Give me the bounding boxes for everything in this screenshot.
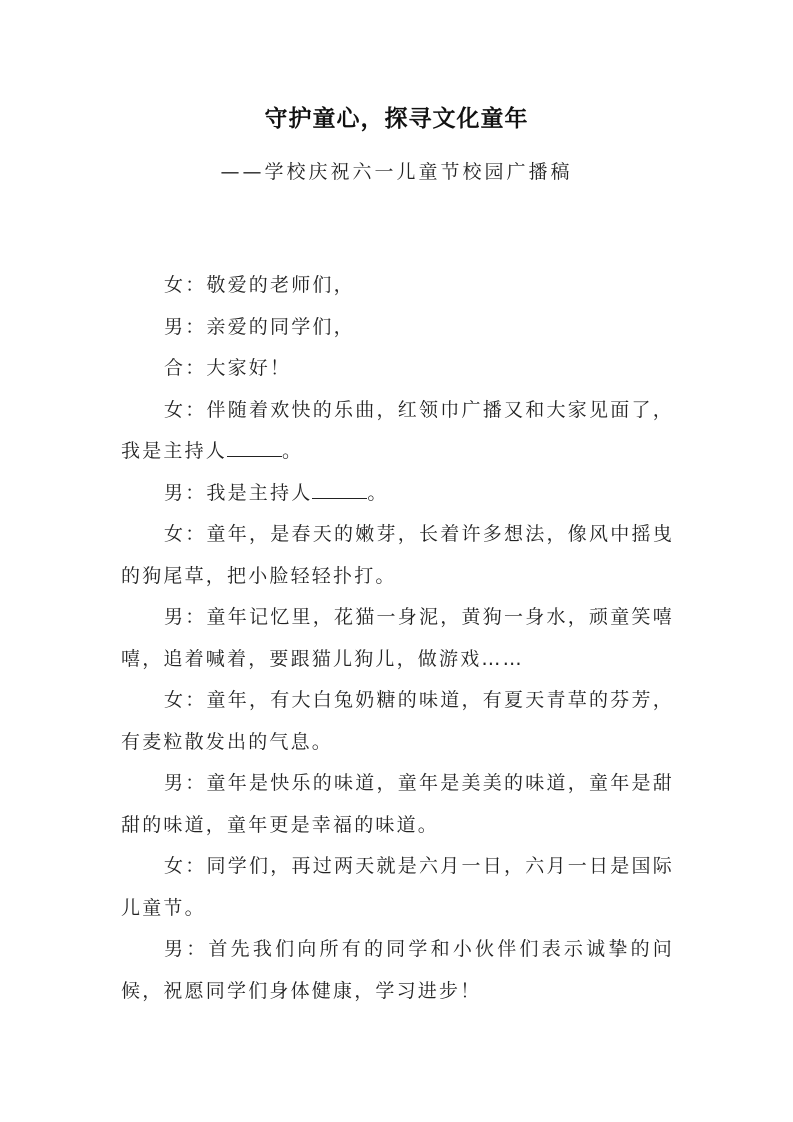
paragraph: 女：童年，有大白兔奶糖的味道，有夏天青草的芬芳，有麦粒散发出的气息。 [121, 689, 674, 753]
paragraph: 合：大家好！ [164, 357, 292, 379]
paragraph: 男：童年记忆里，花猫一身泥，黄狗一身水，顽童笑嘻嘻，追着喊着，要跟猫儿狗儿，做游戏…… [121, 606, 674, 670]
paragraph [121, 473, 674, 515]
paragraph-text: 女：伴随着欢快的乐曲，红领巾广播又和大家见面了，我是主持人 [121, 398, 674, 462]
document-subtitle: ——学校庆祝六一儿童节校园广播稿 [220, 161, 573, 183]
paragraph: 女：童年，是春天的嫩芽，长着许多想法，像风中摇曳的狗尾草，把小脸轻轻扑打。 [121, 523, 674, 587]
paragraph: 男：亲爱的同学们， [164, 315, 355, 338]
paragraph: 男：童年是快乐的味道，童年是美美的味道，童年是甜甜的味道，童年更是幸福的味道。 [121, 772, 674, 836]
paragraph: 男：首先我们向所有的同学和小伙伴们表示诚挚的问候，祝愿同学们身体健康，学习进步！ [121, 938, 674, 1002]
paragraph-text: 。 [282, 440, 304, 462]
paragraph: 女：敬爱的老师们， [164, 274, 355, 296]
paragraph [121, 390, 674, 473]
host-name-blank [227, 438, 282, 457]
paragraph-text: 。 [367, 481, 389, 504]
document-body [121, 265, 674, 1012]
paragraph: 女：同学们，再过两天就是六月一日，六月一日是国际儿童节。 [121, 855, 674, 919]
paragraph-text: 男：我是主持人 [164, 481, 313, 504]
host-name-blank [312, 480, 367, 499]
document-title: 守护童心，探寻文化童年 [264, 105, 529, 132]
